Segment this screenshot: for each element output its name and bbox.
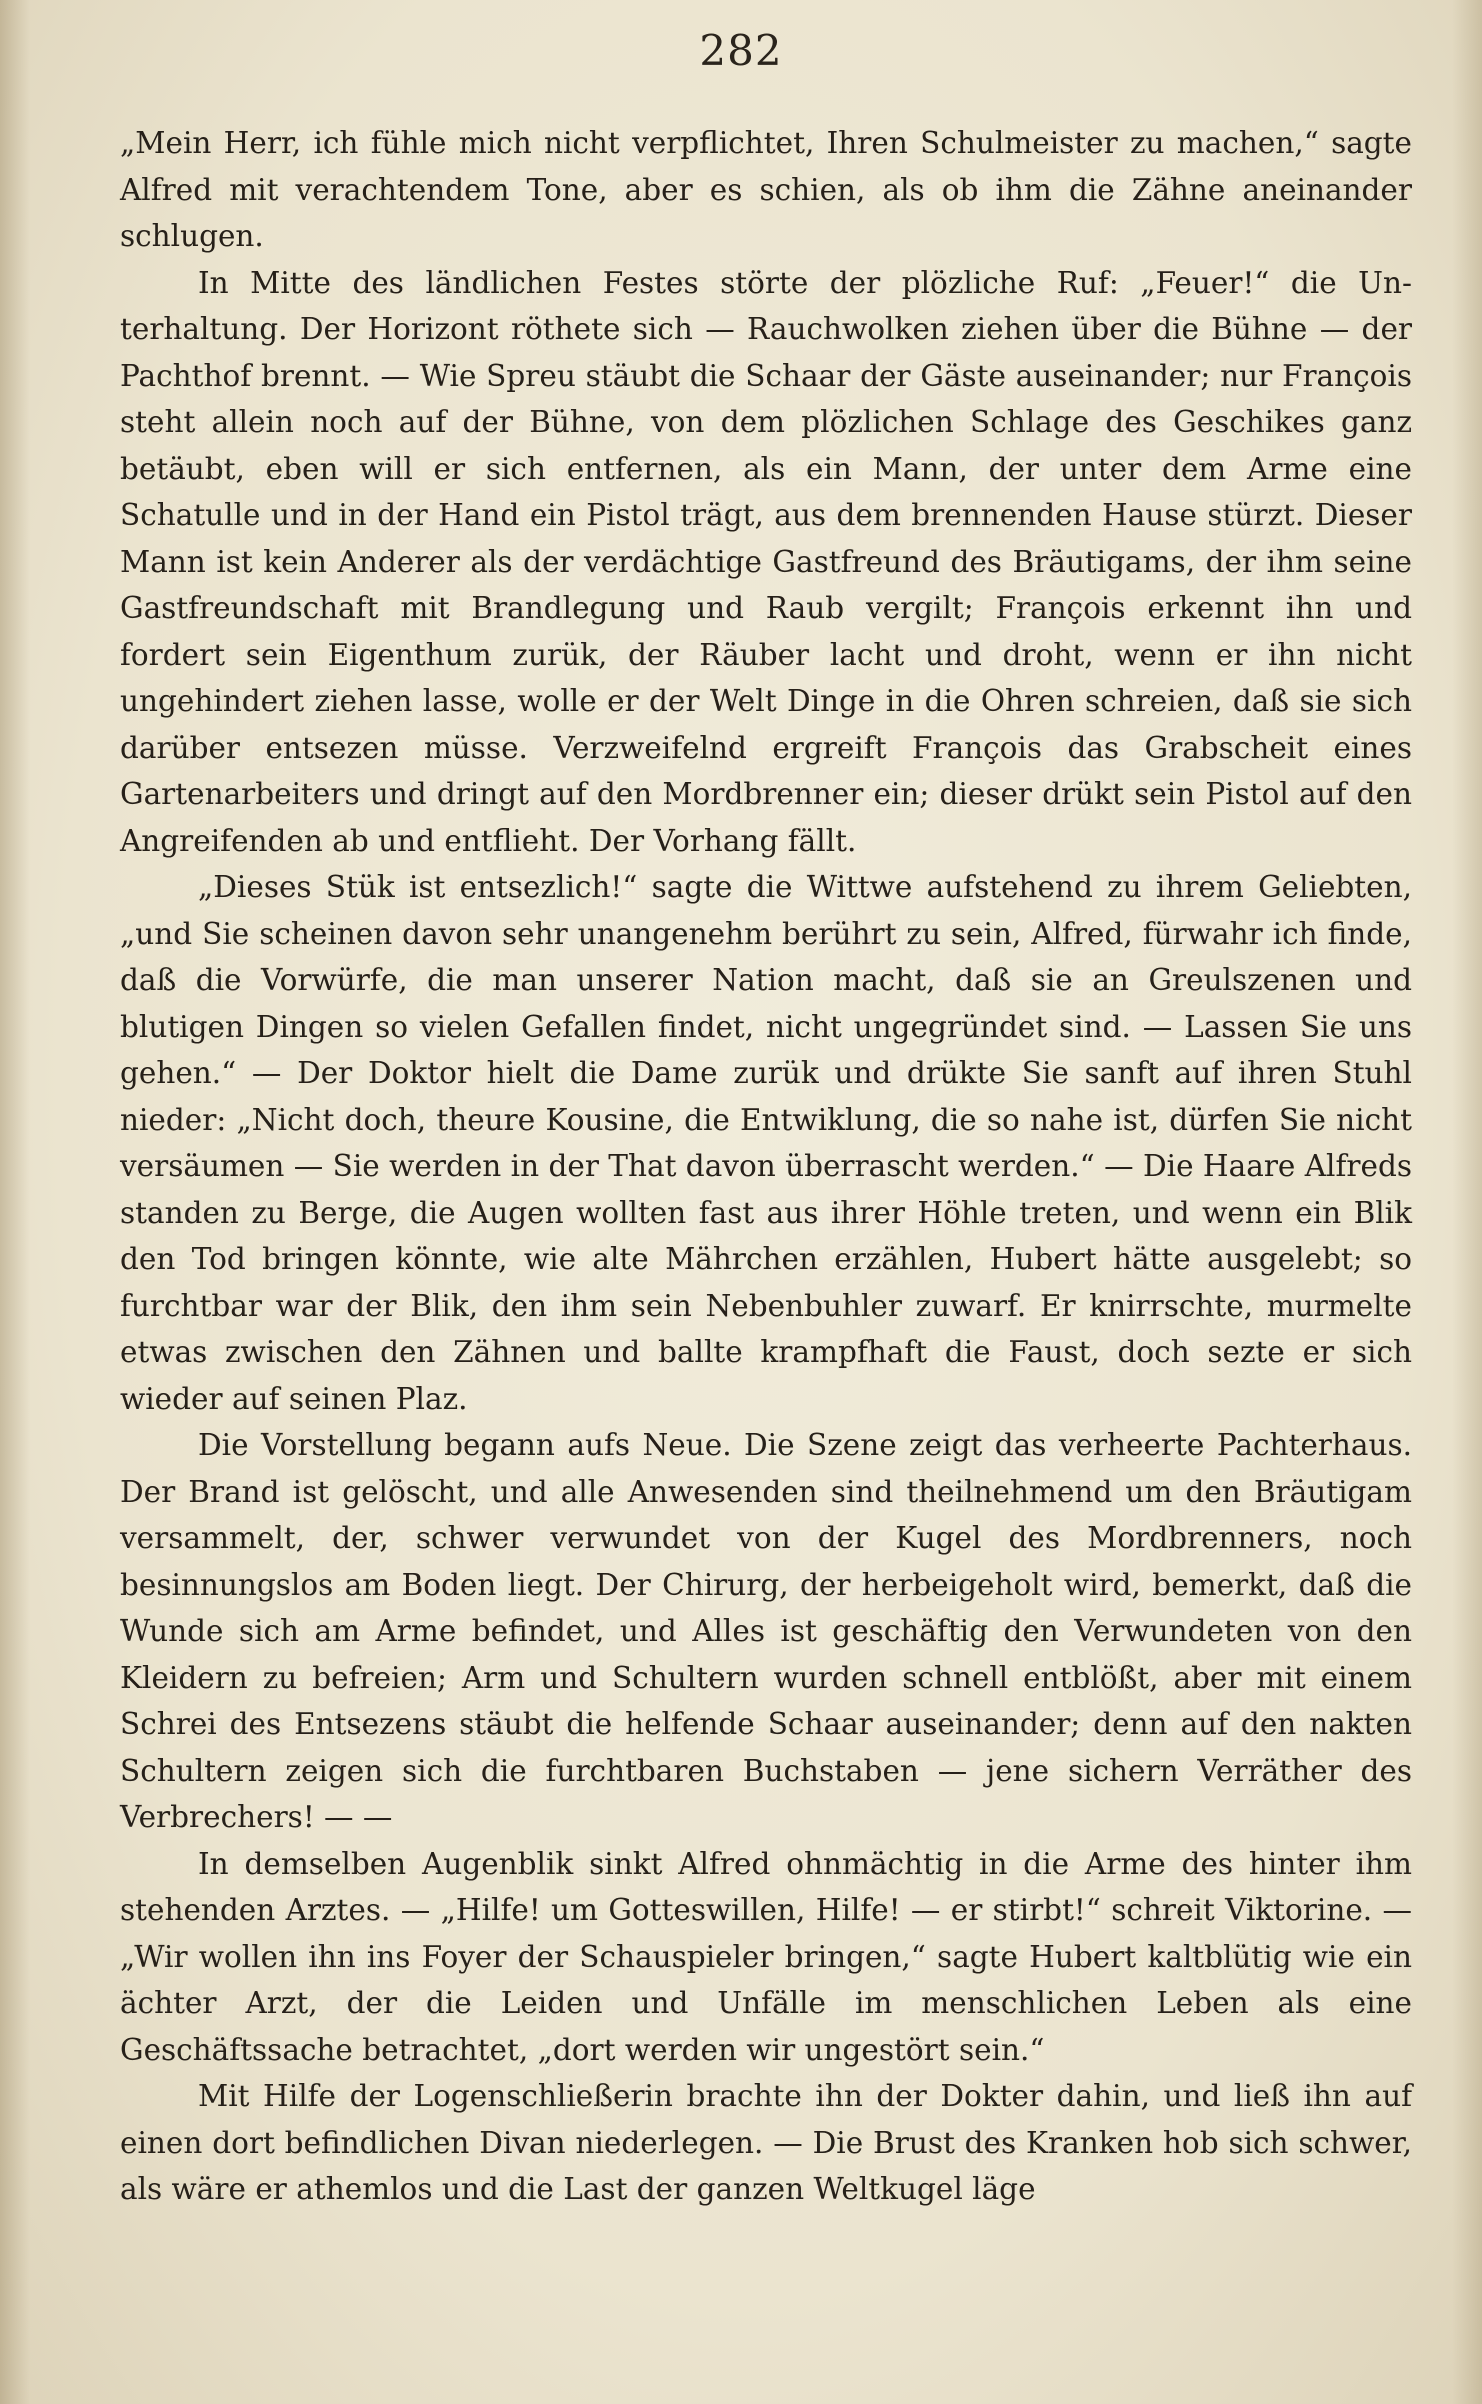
- paragraph-4: Die Vorstellung begann aufs Neue. Die Szene zeigt das verheerte Pachterhaus. Der Brand ist gelöscht, und alle Anwesenden sind theilnehmend um den Bräutigam versammelt, der, schwer verwundet von der Kugel des Mordbrenners, noch besinnungslos am Boden liegt. Der Chirurg, der herbeigeholt wird, bemerkt, daß die Wunde sich am Arme befindet, und Alles ist geschäftig den Verwundeten von den Kleidern zu befreien; Arm und Schultern wurden schnell entblößt, aber mit einem Schrei des Entsezens stäubt die helfende Schaar auseinander; denn auf den nakten Schultern zeigen sich die furchtbaren Buchstaben — jene sichern Verräther des Verbrechers! — —: [120, 1428, 1412, 1834]
- paragraph-1: „Mein Herr, ich fühle mich nicht verpflichtet, Ihren Schulmeister zu machen,“ sagte Alfred mit verachtendem Tone, aber es schien, als ob ihm die Zähne aneinander schlugen.: [120, 126, 1412, 253]
- paragraph-5: In demselben Augenblik sinkt Alfred ohnmächtig in die Arme des hinter ihm stehenden Arztes. — „Hilfe! um Gotteswillen, Hilfe! — er stirbt!“ schreit Viktorine. — „Wir wollen ihn ins Foyer der Schauspieler bringen,“ sagte Hubert kaltblütig wie ein ächter Arzt, der die Leiden und Unfälle im menschlichen Leben als eine Geschäftssache betrachtet, „dort werden wir ungestört sein.“: [120, 1846, 1412, 2067]
- page-number: 282: [699, 26, 783, 75]
- body-text: [120, 120, 1412, 2213]
- paragraph-2: In Mitte des ländlichen Festes störte der plözliche Ruf: „Feuer!“ die Unterhaltung. Der Horizont röthete sich — Rauchwolken ziehen über die Bühne — der Pachthof brennt. — Wie Spreu stäubt die Schaar der Gäste auseinander; nur François steht allein noch auf der Bühne, von dem plözlichen Schlage des Geschikes ganz betäubt, eben will er sich entfernen, als ein Mann, der unter dem Arme eine Schatulle und in der Hand ein Pistol trägt, aus dem brennenden Hause stürzt. Dieser Mann ist kein Anderer als der verdächtige Gastfreund des Bräutigams, der ihm seine Gastfreundschaft mit Brandlegung und Raub vergilt; François erkennt ihn und fordert sein Eigenthum zurük, der Räuber lacht und droht, wenn er ihn nicht ungehindert ziehen lasse, wolle er der Welt Dinge in die Ohren schreien, daß sie sich darüber entsezen müsse. Verzweifelnd ergreift François das Grabscheit eines Gartenarbeiters und dringt auf den Mordbrenner ein; dieser drükt sein Pistol auf den Angreifenden ab und entflieht. Der Vorhang fällt.: [120, 265, 1412, 858]
- paragraph-3: „Dieses Stük ist entsezlich!“ sagte die Wittwe aufstehend zu ihrem Geliebten, „und Sie scheinen davon sehr unangenehm berührt zu sein, Alfred, fürwahr ich finde, daß die Vorwürfe, die man unserer Nation macht, daß sie an Greulszenen und blutigen Dingen so vielen Gefallen findet, nicht ungegründet sind. — Lassen Sie uns gehen.“ — Der Doktor hielt die Dame zurük und drükte Sie sanft auf ihren Stuhl nieder: „Nicht doch, theure Kousine, die Entwiklung, die so nahe ist, dürfen Sie nicht versäumen — Sie werden in der That davon überrascht werden.“ — Die Haare Alfreds standen zu Berge, die Augen wollten fast aus ihrer Höhle treten, und wenn ein Blik den Tod bringen könnte, wie alte Mährchen erzählen, Hubert hätte ausgelebt; so furchtbar war der Blik, den ihm sein Nebenbuhler zuwarf. Er knirrschte, murmelte etwas zwischen den Zähnen und ballte krampfhaft die Faust, doch sezte er sich wieder auf seinen Plaz.: [120, 870, 1412, 1416]
- paragraph-6: Mit Hilfe der Logenschließerin brachte ihn der Dokter dahin, und ließ ihn auf einen dort befindlichen Divan niederlegen. — Die Brust des Kranken hob sich schwer, als wäre er athemlos und die Last der ganzen Weltkugel läge: [120, 2079, 1412, 2206]
- page-edge-shadow: [1452, 0, 1482, 2404]
- page-gutter-shadow: [0, 0, 30, 2404]
